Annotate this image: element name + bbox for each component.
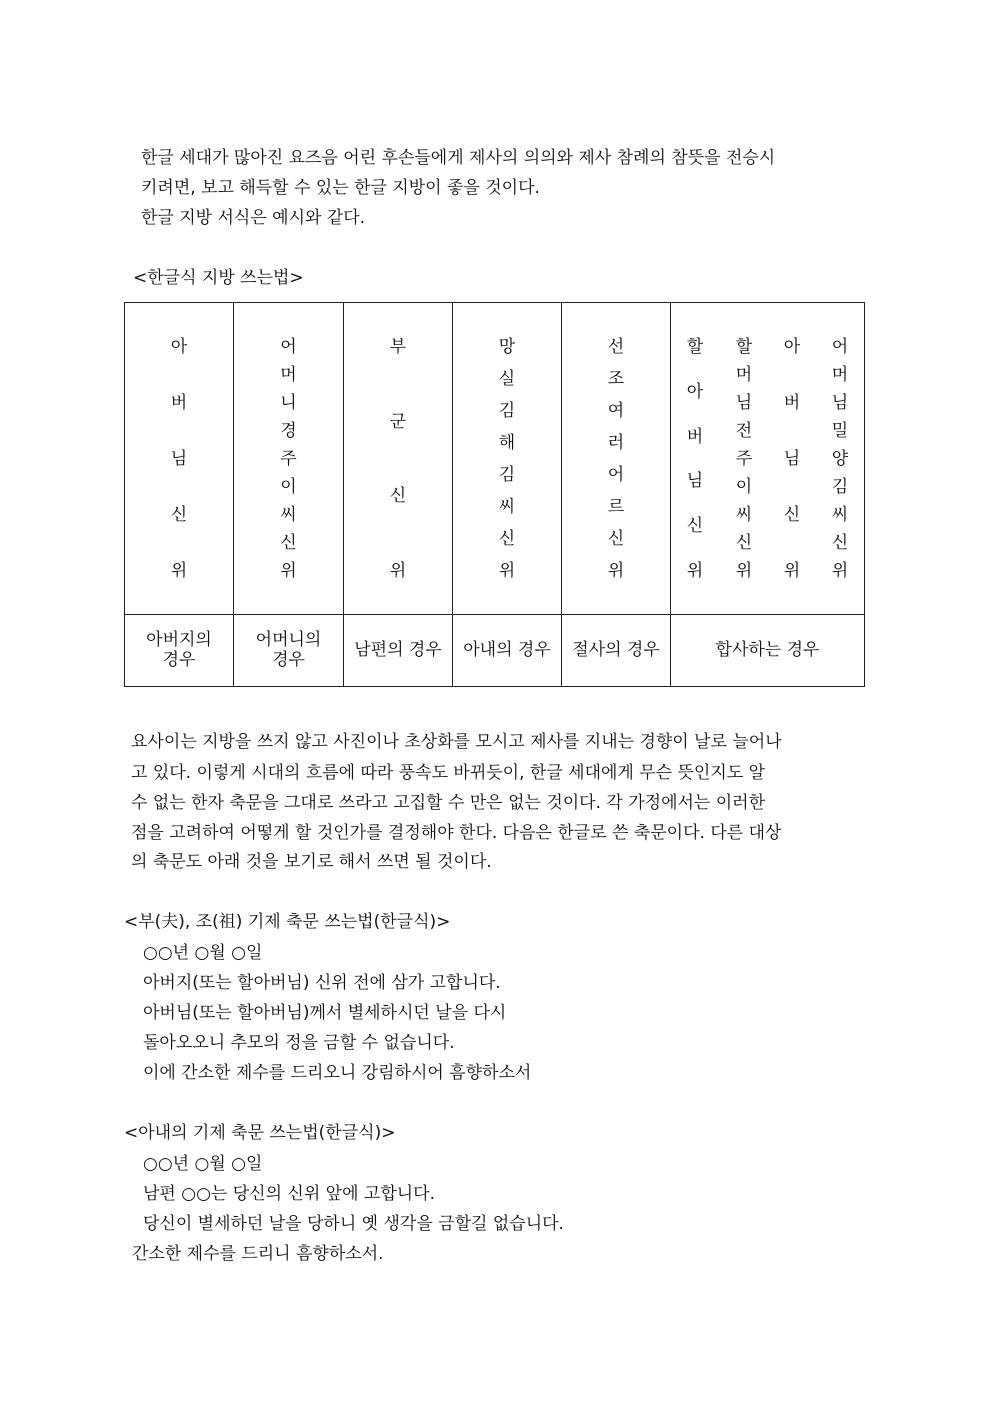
jibang-char: 해 [498, 433, 516, 453]
jibang-char: 위 [686, 560, 704, 581]
jibang-cell-ancestors [562, 303, 671, 615]
vertical-text [687, 339, 703, 580]
jibang-char: 님 [686, 471, 704, 492]
jibang-char: 김 [498, 465, 516, 485]
text-line: 수 없는 한자 축문을 그대로 쓰라고 고집할 수 만은 없는 것이다. 각 가정에서는 이러한 [131, 793, 766, 813]
jibang-char: 신 [783, 505, 801, 525]
jibang-char: 양 [831, 449, 849, 469]
jibang-char: 할 [686, 337, 704, 357]
jibang-char: 씨 [735, 505, 753, 525]
jibang-char: 버 [686, 426, 704, 447]
jibang-char: 아 [783, 337, 801, 357]
jibang-char: 망 [498, 337, 516, 357]
jibang-char: 신 [607, 529, 625, 549]
text-line: 점을 고려하여 어떻게 할 것인가를 결정해야 한다. 다음은 한글로 쓴 축문이다. 다른 대상 [131, 823, 782, 843]
vertical-text [499, 339, 515, 580]
jibang-char: 님 [783, 449, 801, 469]
jibang-char: 어 [831, 337, 849, 357]
text-line: 돌아오오니 추모의 정을 금할 수 없습니다. [143, 1033, 455, 1053]
jibang-cell-wife [453, 303, 562, 615]
jibang-char: 위 [280, 561, 297, 581]
jibang-char: 머 [831, 365, 849, 385]
jibang-char: 머 [280, 365, 297, 385]
jibang-char: 어 [607, 465, 625, 485]
vertical-text [608, 339, 624, 580]
jibang-char: 군 [389, 411, 407, 432]
case-label: 합사하는 경우 [671, 615, 865, 687]
case-label: 어머니의 경우 [234, 615, 344, 687]
jibang-char: 신 [735, 533, 753, 553]
text-line: 고 있다. 이렇게 시대의 흐름에 따라 풍속도 바뀌듯이, 한글 세대에게 무슨 뜻인지도 알 [131, 763, 766, 783]
jibang-char: 부 [389, 337, 407, 357]
section-title: <부(夫), 조(祖) 기제 축문 쓰는법(한글식)> [124, 912, 451, 932]
jibang-char: 김 [498, 401, 516, 421]
jibang-char: 경 [280, 421, 297, 441]
text-line: 키려면, 보고 해득할 수 있는 한글 지방이 좋을 것이다. [141, 178, 540, 198]
jibang-char: 위 [170, 561, 188, 581]
jibang-text-row [125, 303, 865, 615]
jibang-char: 님 [735, 393, 753, 413]
jibang-char: 씨 [280, 505, 297, 525]
text-line: 한글 지방 서식은 예시와 같다. [141, 208, 366, 228]
jibang-char: 위 [831, 561, 849, 581]
jibang-char: 위 [607, 561, 625, 581]
jibang-char: 신 [170, 505, 188, 525]
jibang-char: 실 [498, 369, 516, 389]
case-label: 아버지의 경우 [125, 615, 234, 687]
text-line: 이에 간소한 제수를 드리오니 강림하시어 흠향하소서 [143, 1063, 532, 1083]
jibang-char: 르 [607, 497, 625, 517]
jibang-char: 신 [686, 516, 704, 537]
jibang-char: 버 [170, 393, 188, 413]
vertical-text [736, 339, 752, 580]
jibang-char: 주 [735, 449, 753, 469]
jibang-char: 선 [607, 337, 625, 357]
vertical-text [280, 339, 296, 580]
jibang-cell-husband [344, 303, 453, 615]
jibang-char: 이 [280, 477, 297, 497]
text-line: ○○년 ○월 ○일 [143, 1154, 263, 1174]
jibang-cell-combined [671, 303, 865, 615]
jibang-cell-mother [234, 303, 344, 615]
vertical-text [171, 339, 187, 580]
case-label: 절사의 경우 [562, 615, 671, 687]
text-line: 남편 ○○는 당신의 신위 앞에 고합니다. [143, 1184, 435, 1204]
jibang-char: 신 [831, 533, 849, 553]
case-label: 남편의 경우 [344, 615, 453, 687]
jibang-char: 위 [498, 561, 516, 581]
jibang-char: 씨 [498, 497, 516, 517]
jibang-char: 조 [607, 369, 625, 389]
jibang-char: 할 [735, 337, 753, 357]
table-title: <한글식 지방 쓰는법> [133, 268, 304, 288]
jibang-char: 님 [170, 449, 188, 469]
jibang-char: 신 [389, 486, 407, 507]
vertical-text [832, 339, 848, 580]
jibang-char: 아 [686, 381, 704, 402]
vertical-text [390, 339, 406, 580]
jibang-char: 신 [280, 533, 297, 553]
jibang-char: 님 [831, 393, 849, 413]
text-line: 아버지(또는 할아버님) 신위 전에 삼가 고합니다. [143, 973, 501, 993]
jibang-char: 니 [280, 393, 297, 413]
jibang-char: 러 [607, 433, 625, 453]
text-line: 한글 세대가 많아진 요즈음 어린 후손들에게 제사의 의의와 제사 참례의 참뜻을 전승시 [141, 148, 776, 168]
text-line: 당신이 별세하던 날을 당하니 옛 생각을 금할길 없습니다. [143, 1214, 564, 1234]
jibang-char: 위 [735, 561, 753, 581]
vertical-text [784, 339, 800, 580]
text-line: ○○년 ○월 ○일 [143, 943, 263, 963]
jibang-char: 주 [280, 449, 297, 469]
jibang-label-row [125, 615, 865, 687]
jibang-char: 이 [735, 477, 753, 497]
jibang-char: 전 [735, 421, 753, 441]
jibang-char: 아 [170, 337, 188, 357]
jibang-char: 머 [735, 365, 753, 385]
jibang-char: 김 [831, 477, 849, 497]
jibang-cell-father [125, 303, 234, 615]
jibang-char: 위 [783, 561, 801, 581]
text-line: 아버님(또는 할아버님)께서 별세하시던 날을 다시 [143, 1003, 507, 1023]
jibang-char: 밀 [831, 421, 849, 441]
section-title: <아내의 기제 축문 쓰는법(한글식)> [124, 1123, 396, 1143]
jibang-char: 어 [280, 337, 297, 357]
jibang-char: 신 [498, 529, 516, 549]
text-line: 의 축문도 아래 것을 보기로 해서 쓰면 될 것이다. [131, 852, 492, 872]
case-label: 아내의 경우 [453, 615, 562, 687]
text-line: 요사이는 지방을 쓰지 않고 사진이나 초상화를 모시고 제사를 지내는 경향이 날로 늘어나 [131, 732, 782, 752]
jibang-table [124, 302, 865, 687]
jibang-char: 버 [783, 393, 801, 413]
jibang-char: 여 [607, 401, 625, 421]
jibang-char: 씨 [831, 505, 849, 525]
text-line: 간소한 제수를 드리니 흠향하소서. [132, 1244, 384, 1264]
jibang-char: 위 [389, 560, 407, 581]
